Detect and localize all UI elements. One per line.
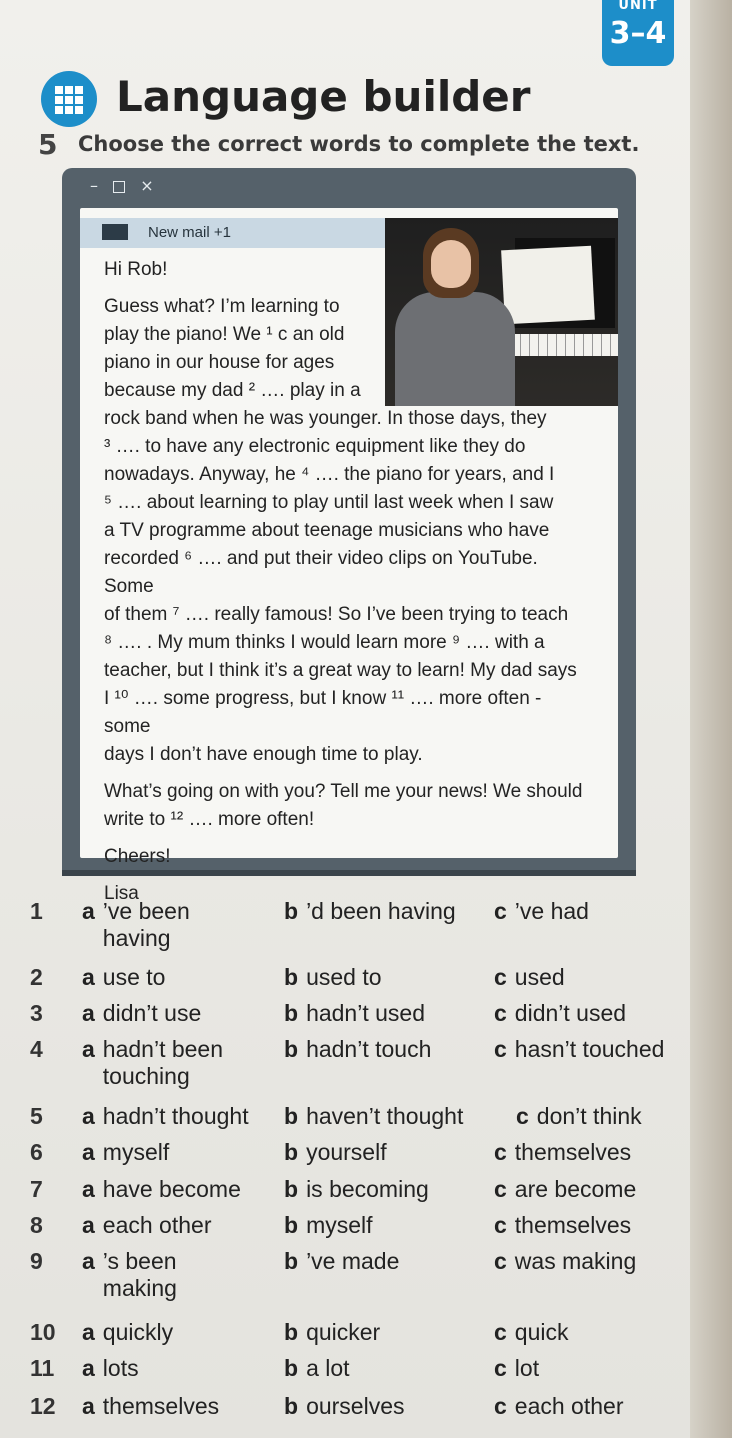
question-number: 4 [30,1036,43,1062]
option-text: each other [514,1393,624,1419]
option-a[interactable]: a lots [82,1355,139,1381]
minimize-icon: – [90,176,98,195]
question-number: 8 [30,1212,43,1238]
letter-line: days I don’t have enough time to play. [104,744,423,765]
option-c[interactable]: c each other [494,1393,624,1419]
maximize-icon [113,181,125,193]
option-b[interactable]: b quicker [284,1319,381,1345]
option-text: quick [514,1319,569,1345]
language-builder-icon [40,70,98,128]
option-text: ’ve had [514,898,589,924]
option-c[interactable]: c didn’t used [494,1000,627,1026]
option-b[interactable]: b haven’t thought [284,1103,464,1129]
option-a[interactable]: a each other [82,1212,212,1238]
option-a[interactable]: a hadn’t thought [82,1103,249,1129]
option-c[interactable]: c quick [494,1319,569,1345]
email-body [80,208,618,904]
option-c[interactable]: c ’ve had [494,898,589,924]
letter-line: write to ¹² …. more often! [104,809,315,830]
letter-line: Guess what? I’m learning to [104,296,340,317]
option-text: quickly [102,1319,174,1345]
option-text: myself [306,1212,373,1238]
option-c[interactable]: c was making [494,1248,637,1274]
option-text: hadn’t touch [306,1036,432,1062]
option-text: haven’t thought [306,1103,464,1129]
option-text: hasn’t touched [514,1036,665,1062]
option-text: yourself [306,1139,387,1165]
option-text: used to [306,964,382,990]
letter-line: a TV programme about teenage musicians who have [104,520,550,541]
option-c[interactable]: c used [494,964,565,990]
option-a[interactable]: a have become [82,1176,241,1202]
option-text: ourselves [306,1393,405,1419]
mail-label: New mail +1 [148,224,231,241]
option-text: each other [102,1212,212,1238]
option-b[interactable]: b ’d been having [284,898,456,924]
option-b[interactable]: b myself [284,1212,373,1238]
option-b[interactable]: b hadn’t touch [284,1036,432,1062]
option-a[interactable]: a use to [82,964,166,990]
letter-line: What’s going on with you? Tell me your news! We should [104,781,583,802]
section-title: Language builder [116,72,531,121]
unit-badge [602,0,674,66]
option-c[interactable]: c themselves [494,1139,632,1165]
window-controls [90,176,164,195]
question-number: 12 [30,1393,56,1419]
email-window [62,168,636,904]
option-a[interactable]: a ’s been making [82,1248,278,1302]
option-c[interactable]: c don’t think [516,1103,642,1129]
option-text: lots [102,1355,139,1381]
email-letter [104,256,604,917]
signature: Lisa [104,883,139,904]
option-text: ’d been having [306,898,456,924]
unit-range: 3–4 [609,16,667,51]
exercise-instruction: Choose the correct words to complete the text. [78,132,640,156]
question-number: 9 [30,1248,43,1274]
option-text: hadn’t been touching [102,1036,224,1089]
letter-line: piano in our house for ages [104,352,335,373]
option-a[interactable]: a themselves [82,1393,220,1419]
option-c[interactable]: c are become [494,1176,637,1202]
option-b[interactable]: b used to [284,964,382,990]
paragraph-1 [104,293,604,769]
option-c[interactable]: c themselves [494,1212,632,1238]
option-text: don’t think [536,1103,642,1129]
paragraph-2 [104,778,604,834]
option-text: ’ve made [306,1248,400,1274]
option-b[interactable]: b hadn’t used [284,1000,425,1026]
closing: Cheers! [104,846,171,867]
option-c[interactable]: c hasn’t touched [494,1036,665,1062]
book-spine [690,0,732,1438]
option-text: themselves [102,1393,220,1419]
exercise-number: 5 [38,128,58,161]
letter-line: teacher, but I think it’s a great way to learn! My dad says [104,660,577,681]
option-b[interactable]: b ’ve made [284,1248,400,1274]
option-text: is becoming [306,1176,429,1202]
option-a[interactable]: a ’ve been having [82,898,278,952]
option-b[interactable]: b yourself [284,1139,387,1165]
option-a[interactable]: a quickly [82,1319,174,1345]
letter-line: because my dad ² …. play in a [104,380,361,401]
question-number: 10 [30,1319,56,1345]
option-c[interactable]: c lot [494,1355,540,1381]
option-b[interactable]: b is becoming [284,1176,429,1202]
question-number: 11 [30,1355,55,1381]
letter-line: I ¹⁰ …. some progress, but I know ¹¹ …. more often - some [104,688,542,737]
option-text: a lot [306,1355,350,1381]
option-a[interactable]: a myself [82,1139,170,1165]
option-a[interactable]: a didn’t use [82,1000,202,1026]
letter-line: ⁵ …. about learning to play until last week when I saw [104,492,554,513]
option-a[interactable]: a hadn’t been touching [82,1036,278,1090]
close-icon: × [140,176,154,195]
option-text: are become [514,1176,637,1202]
question-number: 2 [30,964,43,990]
option-text: used [514,964,565,990]
option-text: hadn’t used [306,1000,425,1026]
question-number: 3 [30,1000,43,1026]
option-text: hadn’t thought [102,1103,249,1129]
option-text: didn’t used [514,1000,627,1026]
letter-line: nowadays. Anyway, he ⁴ …. the piano for years, and I [104,464,555,485]
option-text: was making [514,1248,637,1274]
option-text: themselves [514,1212,632,1238]
letter-line: ³ …. to have any electronic equipment like they do [104,436,526,457]
greeting: Hi Rob! [104,259,168,280]
question-number: 6 [30,1139,43,1165]
letter-line: recorded ⁶ …. and put their video clips on YouTube. Some [104,548,538,597]
option-text: have become [102,1176,241,1202]
option-text: ’ve been having [102,898,190,951]
option-b[interactable]: b a lot [284,1355,350,1381]
letter-line: play the piano! We ¹ c an old [104,324,345,345]
mail-header-bar [80,218,410,248]
question-number: 1 [30,898,43,924]
option-text: quicker [306,1319,381,1345]
question-number: 5 [30,1103,43,1129]
letter-line: rock band when he was younger. In those days, they [104,408,547,429]
answer-options [30,898,670,962]
option-text: themselves [514,1139,632,1165]
option-text: lot [514,1355,540,1381]
option-text: use to [102,964,166,990]
letter-line: of them ⁷ …. really famous! So I’ve been trying to teach [104,604,569,625]
option-text: ’s been making [102,1248,177,1301]
answer-row-1 [30,898,670,962]
question-number: 7 [30,1176,43,1202]
option-text: myself [102,1139,170,1165]
option-b[interactable]: b ourselves [284,1393,405,1419]
unit-label: UNIT [618,0,658,13]
option-text: didn’t use [102,1000,202,1026]
mail-icon [102,224,128,240]
letter-line: ⁸ …. . My mum thinks I would learn more ⁹ …. with a [104,632,545,653]
